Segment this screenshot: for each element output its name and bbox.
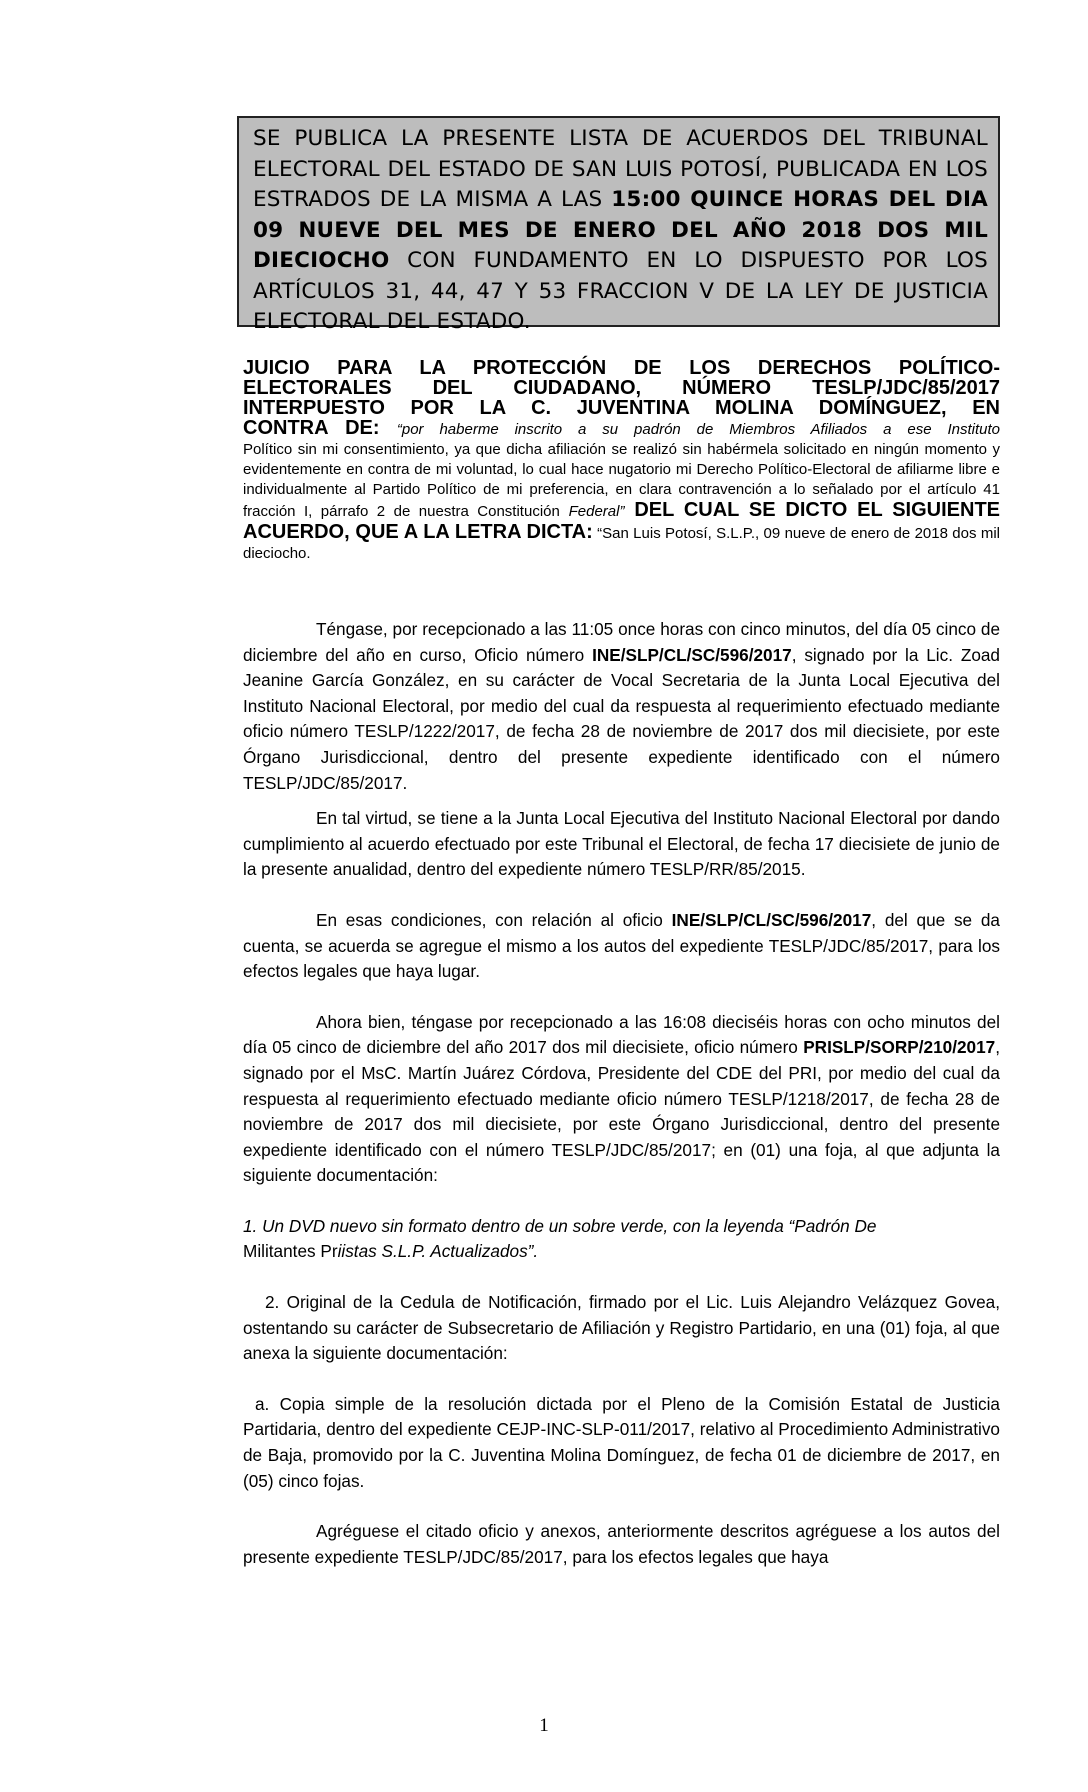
notice-text-1: SE PUBLICA LA PRESENTE LISTA DE ACUERDOS DEL TRIBUNAL ELECTORAL DEL ESTADO DE SAN LUIS POTOSÍ, PUBLICADA EN LOS ESTRADOS DE LA MISMA A LAS: [253, 126, 988, 212]
paragraph-4: [243, 1010, 1000, 1189]
notice-bold-datetime: 15:00 QUINCE HORAS DEL DIA 09 NUEVE DEL MES DE ENERO DEL AÑO 2018 DOS MIL DIECIOCHO: [253, 187, 988, 273]
p3-text-a: En esas condiciones, con relación al oficio: [316, 909, 672, 930]
heading-contra-de: CONTRA DE:: [243, 417, 397, 439]
page-number: 1: [539, 1715, 549, 1736]
p1-oficio-number: INE/SLP/CL/SC/596/2017: [592, 644, 792, 665]
p3-text-c: , del que se da cuenta, se acuerda se agregue el mismo a los autos del expediente TESLP/JDC/85/2017, para los efectos legales que haya lugar.: [243, 909, 1000, 982]
item-1-text-a: 1. Un DVD nuevo sin formato dentro de un sobre verde, con la leyenda “Padrón De: [243, 1215, 877, 1236]
acuerdo-date: “San Luis Potosí, S.L.P., 09 nueve de enero de 2018 dos mil dieciocho.: [243, 525, 1000, 562]
p3-oficio-number: INE/SLP/CL/SC/596/2017: [671, 909, 872, 930]
p4-text-a: Ahora bien, téngase por recepcionado a las 16:08 dieciséis horas con ocho minutos del día 05 cinco de diciembre del año 2017 dos mil diecisiete, oficio número: [243, 1011, 1000, 1058]
heading-line-1: JUICIO PARA LA PROTECCIÓN DE LOS DERECHOS POLÍTICO-: [243, 357, 1000, 379]
paragraph-2: En tal virtud, se tiene a la Junta Local Ejecutiva del Instituto Nacional Electoral por dando cumplimiento al acuerdo efectuado por este Tribunal el Electoral, de fecha 17 diecisiete de junio de la presente anualidad, dentro del expediente número TESLP/RR/85/2015.: [243, 808, 1000, 880]
item-1-text-c: iistas S.L.P. Actualizados”.: [337, 1241, 539, 1262]
heading-line-2: ELECTORALES DEL CIUDADANO, NÚMERO TESLP/JDC/85/2017: [243, 377, 1000, 399]
p1-text-a: Téngase, por recepcionado a las 11:05 once horas con cinco minutos, del día 05 cinco de diciembre del año en curso, Oficio número: [243, 619, 1000, 665]
paragraph-final: Agréguese el citado oficio y anexos, anteriormente descritos agréguese a los autos del presente expediente TESLP/JDC/85/2017, para los efectos legales que haya: [243, 1521, 1000, 1567]
acuerdo-statement: DEL CUAL SE DICTO EL SIGUIENTE ACUERDO, QUE A LA LETRA DICTA:: [243, 499, 1001, 543]
p4-oficio-number: PRISLP/SORP/210/2017: [803, 1037, 996, 1058]
case-heading: [243, 358, 1000, 564]
heading-line-3: INTERPUESTO POR LA C. JUVENTINA MOLINA DOMÍNGUEZ, EN: [243, 397, 1000, 419]
document-body: [243, 617, 1000, 1570]
p4-text-c: , signado por el MsC. Martín Juárez Córdova, Presidente del CDE del PRI, por medio del cual da respuesta al requerimiento efectuado mediante oficio número TESLP/1218/2017, de fecha 28 de noviembre de 2017 dos mil diecisiete, por este Órgano Jurisdiccional, dentro del presente expediente identificado con el número TESLP/JDC/85/2017; en (01) una foja, al que adjunta la siguiente documentación:: [243, 1037, 1000, 1186]
publication-notice-box: [237, 116, 1000, 334]
item-a-copia: a. Copia simple de la resolución dictada por el Pleno de la Comisión Estatal de Justicia Partidaria, dentro del expediente CEJP-INC-SLP-011/2017, relativo al Procedimiento Administrativo de Baja, promovido por la C. Juventina Molina Domínguez, de fecha 01 de diciembre de 2017, en (05) cinco fojas.: [243, 1393, 1000, 1491]
item-1-text-b: Militantes Pr: [243, 1241, 338, 1262]
heading-line-4: [243, 418, 1000, 440]
paragraph-1: [243, 617, 1000, 796]
notice-text-2: CON FUNDAMENTO EN LO DISPUESTO POR LOS ARTÍCULOS 31, 44, 47 Y 53 FRACCION V DE LA LEY DE JUSTICIA ELECTORAL DEL ESTADO.: [253, 248, 988, 334]
paragraph-3: [243, 908, 1000, 985]
p1-text-c: , signado por la Lic. Zoad Jeanine García González, en su carácter de Vocal Secretaria de la Junta Local Ejecutiva del Instituto Nacional Electoral, por medio del cual da respuesta al requerimiento efectuado mediante oficio número TESLP/1222/2017, de fecha 28 de noviembre de 2017 dos mil diecisiete, por este Órgano Jurisdiccional, dentro del presente expediente identificado con el número TESLP/JDC/85/2017.: [243, 644, 1000, 793]
item-2-cedula: 2. Original de la Cedula de Notificación, firmado por el Lic. Luis Alejandro Velázquez Govea, ostentando su carácter de Subsecretario de Afiliación y Registro Partidario, en una (01) foja, al que anexa la siguiente documentación:: [243, 1292, 1000, 1364]
item-1-dvd: [243, 1214, 1000, 1265]
quote-body: Político sin mi consentimiento, ya que dicha afiliación se realizó sin habérmela solicitado en ningún momento y evidentemente en contra de mi voluntad, lo cual hace nugatorio mi Derecho Político-Electoral de afiliarme libre e individualmente al Partido Político de mi preferencia, en clara contravención a lo señalado por el artículo 41 fracción I, párrafo 2 de nuestra Constitución: [243, 441, 1000, 520]
quote-end: Federal”: [568, 503, 625, 520]
quote-opening: “por haberme inscrito a su padrón de Miembros Afiliados a ese Instituto: [396, 421, 1000, 438]
